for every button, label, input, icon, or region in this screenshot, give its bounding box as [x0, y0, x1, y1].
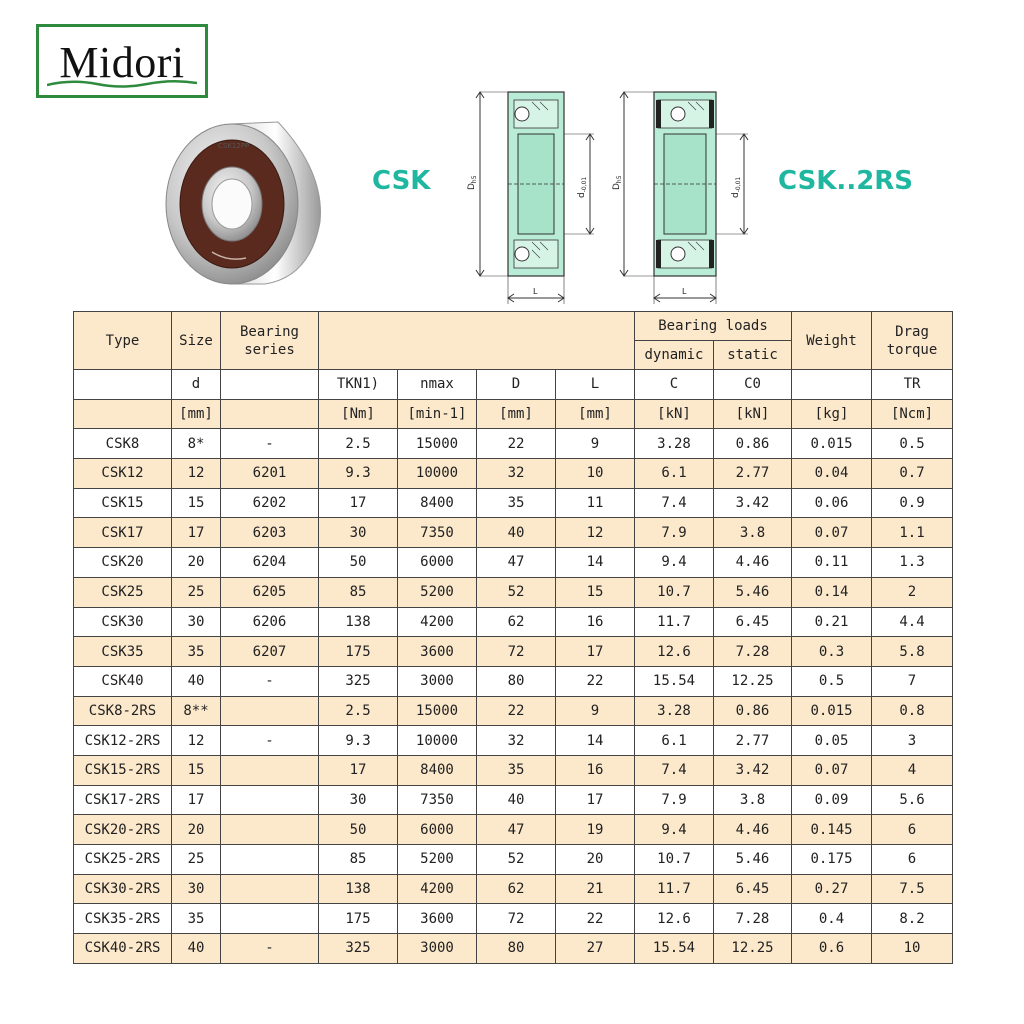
table-cell: 0.86: [714, 696, 792, 726]
table-cell: 17: [556, 637, 635, 667]
table-cell: CSK12-2RS: [74, 726, 172, 756]
table-cell: 25: [172, 577, 221, 607]
table-cell: CSK8: [74, 429, 172, 459]
svg-text:d-0,01: $d_{-0,01}$: [731, 176, 742, 198]
table-row: [74, 755, 953, 785]
table-row: [74, 785, 953, 815]
table-cell: 0.015: [792, 429, 872, 459]
table-cell: CSK20: [74, 548, 172, 578]
table-cell: 21: [556, 874, 635, 904]
table-cell: 6: [872, 815, 953, 845]
table-row: [74, 845, 953, 875]
table-row: [74, 696, 953, 726]
units-row: [mm] [Nm] [min-1] [mm] [mm] [kN] [kN] [kg] [Ncm]: [74, 399, 953, 429]
table-cell: 0.05: [792, 726, 872, 756]
table-cell: [221, 845, 319, 875]
table-cell: 0.5: [872, 429, 953, 459]
table-row: [74, 429, 953, 459]
table-cell: 4.4: [872, 607, 953, 637]
table-cell: 16: [556, 755, 635, 785]
table-cell: 0.9: [872, 488, 953, 518]
table-cell: -: [221, 429, 319, 459]
table-cell: CSK30-2RS: [74, 874, 172, 904]
table-cell: 325: [319, 934, 398, 964]
table-cell: 19: [556, 815, 635, 845]
table-cell: 22: [556, 904, 635, 934]
table-cell: 3.8: [714, 785, 792, 815]
table-cell: 5.8: [872, 637, 953, 667]
table-cell: 62: [477, 874, 556, 904]
table-cell: CSK17-2RS: [74, 785, 172, 815]
header-bearing-series: Bearing series: [221, 312, 319, 370]
table-cell: 85: [319, 845, 398, 875]
table-cell: CSK25-2RS: [74, 845, 172, 875]
table-cell: 12.25: [714, 934, 792, 964]
table-cell: 14: [556, 726, 635, 756]
table-row: [74, 874, 953, 904]
table-cell: 16: [556, 607, 635, 637]
table-cell: 12.6: [635, 637, 714, 667]
table-cell: CSK35: [74, 637, 172, 667]
label-csk-2rs: CSK..2RS: [778, 166, 914, 196]
table-cell: 17: [172, 518, 221, 548]
table-row: [74, 666, 953, 696]
table-cell: 35: [172, 637, 221, 667]
table-cell: 17: [319, 488, 398, 518]
table-cell: 17: [172, 785, 221, 815]
table-cell: 12.6: [635, 904, 714, 934]
table-body: [74, 429, 953, 963]
header-type: Type: [74, 312, 172, 370]
table-cell: 6207: [221, 637, 319, 667]
table-cell: 0.21: [792, 607, 872, 637]
table-cell: 325: [319, 666, 398, 696]
table-cell: 30: [172, 607, 221, 637]
table-cell: 5200: [398, 845, 477, 875]
table-cell: CSK30: [74, 607, 172, 637]
table-cell: 17: [556, 785, 635, 815]
table-cell: 9.4: [635, 815, 714, 845]
table-cell: 6000: [398, 815, 477, 845]
table-cell: -: [221, 934, 319, 964]
table-cell: 11.7: [635, 874, 714, 904]
table-cell: 0.14: [792, 577, 872, 607]
table-cell: 138: [319, 874, 398, 904]
table-cell: 22: [556, 666, 635, 696]
label-csk: CSK: [372, 166, 431, 196]
table-cell: -: [221, 666, 319, 696]
table-cell: 0.27: [792, 874, 872, 904]
table-cell: 72: [477, 637, 556, 667]
table-cell: 17: [319, 755, 398, 785]
table-cell: CSK8-2RS: [74, 696, 172, 726]
table-cell: 4.46: [714, 548, 792, 578]
table-cell: 0.6: [792, 934, 872, 964]
table-cell: 6204: [221, 548, 319, 578]
table-cell: CSK25: [74, 577, 172, 607]
table-cell: 32: [477, 459, 556, 489]
table-cell: 20: [556, 845, 635, 875]
table-cell: 6.1: [635, 459, 714, 489]
table-cell: CSK15-2RS: [74, 755, 172, 785]
table-cell: 35: [172, 904, 221, 934]
table-cell: 14: [556, 548, 635, 578]
table-cell: 6203: [221, 518, 319, 548]
table-cell: 6202: [221, 488, 319, 518]
brand-logo: [36, 24, 208, 98]
table-cell: 52: [477, 577, 556, 607]
table-cell: 11: [556, 488, 635, 518]
table-cell: 6: [872, 845, 953, 875]
table-cell: 0.3: [792, 637, 872, 667]
table-cell: 4: [872, 755, 953, 785]
table-cell: 9: [556, 696, 635, 726]
header-static: static: [714, 341, 792, 370]
table-cell: 10000: [398, 459, 477, 489]
table-cell: 25: [172, 845, 221, 875]
svg-text:L: L: [682, 287, 687, 296]
header-size: Size: [172, 312, 221, 370]
table-cell: 6205: [221, 577, 319, 607]
table-cell: 47: [477, 548, 556, 578]
table-cell: 5.6: [872, 785, 953, 815]
table-row: [74, 518, 953, 548]
table-cell: 0.07: [792, 518, 872, 548]
table-cell: CSK40-2RS: [74, 934, 172, 964]
table-cell: -: [221, 726, 319, 756]
table-cell: CSK17: [74, 518, 172, 548]
table-row: [74, 815, 953, 845]
specifications-table: [73, 311, 953, 964]
header-bearing-loads: Bearing loads: [635, 312, 792, 341]
table-cell: 8400: [398, 488, 477, 518]
table-cell: 138: [319, 607, 398, 637]
table-cell: 6.45: [714, 607, 792, 637]
table-cell: 8.2: [872, 904, 953, 934]
table-cell: [221, 755, 319, 785]
table-cell: 0.07: [792, 755, 872, 785]
table-cell: 0.8: [872, 696, 953, 726]
table-cell: 80: [477, 934, 556, 964]
table-row: [74, 637, 953, 667]
table-cell: 175: [319, 904, 398, 934]
table-row: [74, 934, 953, 964]
table-cell: 85: [319, 577, 398, 607]
table-cell: 7.9: [635, 785, 714, 815]
logo-wave-icon: [47, 79, 197, 89]
table-cell: 35: [477, 488, 556, 518]
table-cell: 3000: [398, 666, 477, 696]
table-cell: [221, 904, 319, 934]
table-cell: 9: [556, 429, 635, 459]
header-blank: [319, 312, 635, 370]
table-cell: 0.86: [714, 429, 792, 459]
table-cell: 0.06: [792, 488, 872, 518]
table-cell: 0.7: [872, 459, 953, 489]
table-cell: 7.9: [635, 518, 714, 548]
csk-cross-section-diagram: [462, 86, 612, 308]
table-cell: 30: [319, 518, 398, 548]
table-cell: 6206: [221, 607, 319, 637]
table-cell: 62: [477, 607, 556, 637]
table-cell: [221, 785, 319, 815]
table-cell: 3.28: [635, 429, 714, 459]
table-cell: 15000: [398, 429, 477, 459]
table-cell: 15: [556, 577, 635, 607]
table-cell: 3600: [398, 637, 477, 667]
table-cell: 10: [556, 459, 635, 489]
brand-name: Midori: [59, 38, 185, 87]
table-cell: 2.5: [319, 696, 398, 726]
table-cell: 27: [556, 934, 635, 964]
header-dynamic: dynamic: [635, 341, 714, 370]
table-cell: 7.28: [714, 637, 792, 667]
table-cell: 7.4: [635, 488, 714, 518]
table-row: [74, 488, 953, 518]
table-cell: 32: [477, 726, 556, 756]
table-cell: 7.4: [635, 755, 714, 785]
table-row: [74, 459, 953, 489]
table-cell: 12.25: [714, 666, 792, 696]
photo-ring-text: CSK12PP: [218, 142, 250, 150]
table-cell: 12: [172, 726, 221, 756]
table-cell: 15: [172, 755, 221, 785]
header-weight: Weight: [792, 312, 872, 370]
table-cell: 20: [172, 548, 221, 578]
table-cell: 4200: [398, 607, 477, 637]
table-cell: 6.1: [635, 726, 714, 756]
table-row: [74, 904, 953, 934]
table-cell: 11.7: [635, 607, 714, 637]
table-cell: 2.77: [714, 726, 792, 756]
table-cell: 52: [477, 845, 556, 875]
table-cell: 0.175: [792, 845, 872, 875]
table-cell: 0.09: [792, 785, 872, 815]
table-cell: 0.11: [792, 548, 872, 578]
table-cell: 40: [172, 666, 221, 696]
table-cell: 30: [172, 874, 221, 904]
table-cell: 50: [319, 548, 398, 578]
table-row: [74, 607, 953, 637]
table-row: [74, 577, 953, 607]
svg-text:Dh5: $D_{h5}$: [612, 175, 623, 190]
table-cell: 2.5: [319, 429, 398, 459]
table-cell: 7: [872, 666, 953, 696]
table-cell: 50: [319, 815, 398, 845]
table-cell: 4200: [398, 874, 477, 904]
table-cell: 6.45: [714, 874, 792, 904]
table-cell: 3: [872, 726, 953, 756]
table-cell: 7.5: [872, 874, 953, 904]
svg-text:d-0,01: $d_{-0,01}$: [577, 176, 588, 198]
table-cell: 3.42: [714, 488, 792, 518]
table-cell: 15.54: [635, 934, 714, 964]
table-cell: 47: [477, 815, 556, 845]
table-cell: 30: [319, 785, 398, 815]
table-cell: 8400: [398, 755, 477, 785]
table-cell: 1.3: [872, 548, 953, 578]
table-cell: 3.28: [635, 696, 714, 726]
table-cell: 7.28: [714, 904, 792, 934]
table-cell: 10.7: [635, 845, 714, 875]
table-cell: [221, 874, 319, 904]
table-cell: [221, 815, 319, 845]
table-cell: 40: [172, 934, 221, 964]
table-cell: 80: [477, 666, 556, 696]
table-cell: CSK40: [74, 666, 172, 696]
table-cell: 9.4: [635, 548, 714, 578]
table-cell: 10.7: [635, 577, 714, 607]
table-cell: 15000: [398, 696, 477, 726]
table-cell: 5.46: [714, 577, 792, 607]
table-cell: 35: [477, 755, 556, 785]
table-cell: 3.42: [714, 755, 792, 785]
table-cell: 40: [477, 785, 556, 815]
table-cell: 0.04: [792, 459, 872, 489]
table-cell: 6201: [221, 459, 319, 489]
table-cell: 8*: [172, 429, 221, 459]
table-cell: CSK12: [74, 459, 172, 489]
table-cell: 12: [172, 459, 221, 489]
table-cell: [221, 696, 319, 726]
table-cell: CSK35-2RS: [74, 904, 172, 934]
table-cell: 175: [319, 637, 398, 667]
table-cell: 3600: [398, 904, 477, 934]
csk-2rs-cross-section-diagram: [610, 86, 770, 308]
table-cell: 2: [872, 577, 953, 607]
svg-text:Dh5: $D_{h5}$: [467, 175, 478, 190]
table-cell: CSK20-2RS: [74, 815, 172, 845]
table-cell: 9.3: [319, 459, 398, 489]
table-cell: 9.3: [319, 726, 398, 756]
table-cell: 1.1: [872, 518, 953, 548]
table-cell: 0.5: [792, 666, 872, 696]
table-cell: 8**: [172, 696, 221, 726]
table-cell: 5200: [398, 577, 477, 607]
table-cell: 0.015: [792, 696, 872, 726]
table-cell: 7350: [398, 518, 477, 548]
bearing-photo: [160, 112, 330, 292]
symbols-row: d TKN1) nmax D L C C0 TR: [74, 370, 953, 400]
table-cell: 20: [172, 815, 221, 845]
table-cell: 72: [477, 904, 556, 934]
table-cell: 10000: [398, 726, 477, 756]
table-cell: 5.46: [714, 845, 792, 875]
table-cell: 0.145: [792, 815, 872, 845]
table-row: [74, 548, 953, 578]
table-cell: 7350: [398, 785, 477, 815]
table-cell: 15.54: [635, 666, 714, 696]
table-row: [74, 726, 953, 756]
table-cell: 12: [556, 518, 635, 548]
table-cell: 4.46: [714, 815, 792, 845]
table-cell: 40: [477, 518, 556, 548]
table-cell: 15: [172, 488, 221, 518]
svg-text:L: L: [533, 287, 538, 296]
table-cell: 6000: [398, 548, 477, 578]
table-cell: 3000: [398, 934, 477, 964]
table-cell: 10: [872, 934, 953, 964]
table-cell: 2.77: [714, 459, 792, 489]
table-cell: 3.8: [714, 518, 792, 548]
table-cell: 22: [477, 696, 556, 726]
table-cell: CSK15: [74, 488, 172, 518]
table-cell: 0.4: [792, 904, 872, 934]
table-cell: 22: [477, 429, 556, 459]
header-drag-torque: Drag torque: [872, 312, 953, 370]
